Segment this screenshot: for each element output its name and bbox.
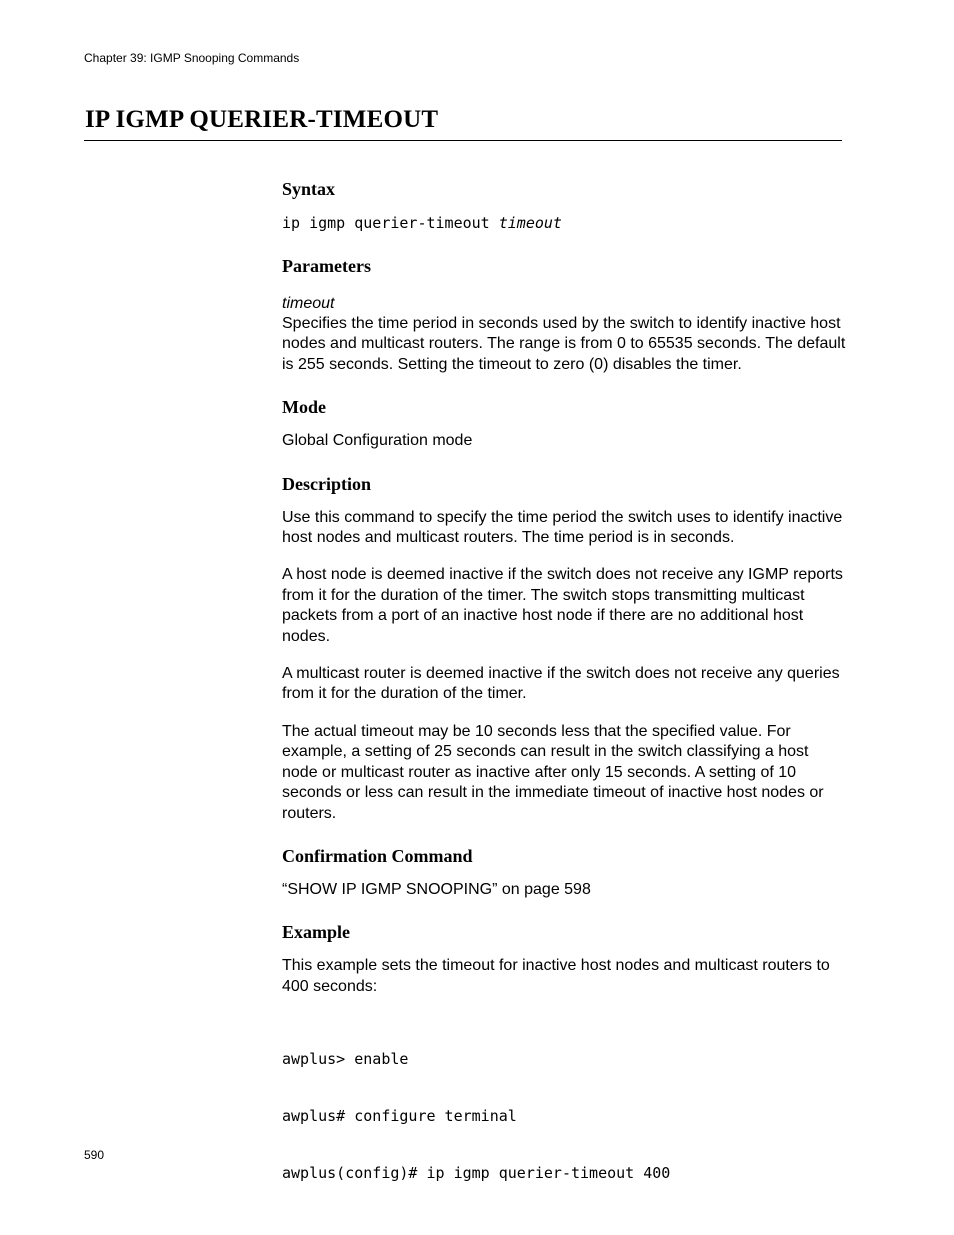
parameter-name: timeout xyxy=(282,295,335,312)
description-heading: Description xyxy=(282,473,371,494)
running-header: Chapter 39: IGMP Snooping Commands xyxy=(84,51,300,65)
syntax-line xyxy=(282,214,847,233)
confirmation-link[interactable]: “SHOW IP IGMP SNOOPING” on page 598 xyxy=(282,880,591,898)
main-content xyxy=(282,176,847,1221)
description-paragraph: A host node is deemed inactive if the switch does not receive any IGMP reports from it for the duration of the timer. The switch stops transmitting multicast packets from a port of an inactive host node if there are no additional host nodes. xyxy=(282,566,843,645)
parameter-description: Specifies the time period in seconds used by the switch to identify inactive host nodes and multicast routers. The range is from 0 to 65535 seconds. The default is 255 seconds. Setting the timeout to zero (0) disables the timer. xyxy=(282,315,846,373)
mode-text: Global Configuration mode xyxy=(282,432,473,450)
page-number: 590 xyxy=(84,1148,105,1162)
code-line: awplus# configure terminal xyxy=(282,1107,517,1126)
code-line: awplus(config)# ip igmp querier-timeout 400 xyxy=(282,1164,671,1183)
confirmation-heading: Confirmation Command xyxy=(282,845,473,866)
parameters-heading: Parameters xyxy=(282,256,371,276)
code-line: awplus> enable xyxy=(282,1050,409,1069)
description-paragraph: Use this command to specify the time period the switch uses to identify inactive host nodes and multicast routers. The time period is in seconds. xyxy=(282,508,843,547)
page-title: IP IGMP QUERIER-TIMEOUT xyxy=(85,106,439,133)
example-heading: Example xyxy=(282,922,351,943)
example-text: This example sets the timeout for inactive host nodes and multicast routers to 400 seconds: xyxy=(282,957,830,995)
syntax-heading: Syntax xyxy=(282,179,336,199)
mode-heading: Mode xyxy=(282,397,326,418)
syntax-command: ip igmp querier-timeout xyxy=(282,214,499,232)
syntax-argument: timeout xyxy=(498,214,562,232)
description-paragraph: The actual timeout may be 10 seconds less that the specified value. For example, a setting of 25 seconds can result in the switch classifying a host node or multicast router as inactive after only 15 seconds. A setting of 10 seconds or less can result in the immediate timeout of inactive host nodes or routers. xyxy=(282,722,824,822)
example-code xyxy=(282,1012,847,1221)
title-rule xyxy=(84,140,842,141)
description-paragraph: A multicast router is deemed inactive if the switch does not receive any queries from it for the duration of the timer. xyxy=(282,665,840,703)
